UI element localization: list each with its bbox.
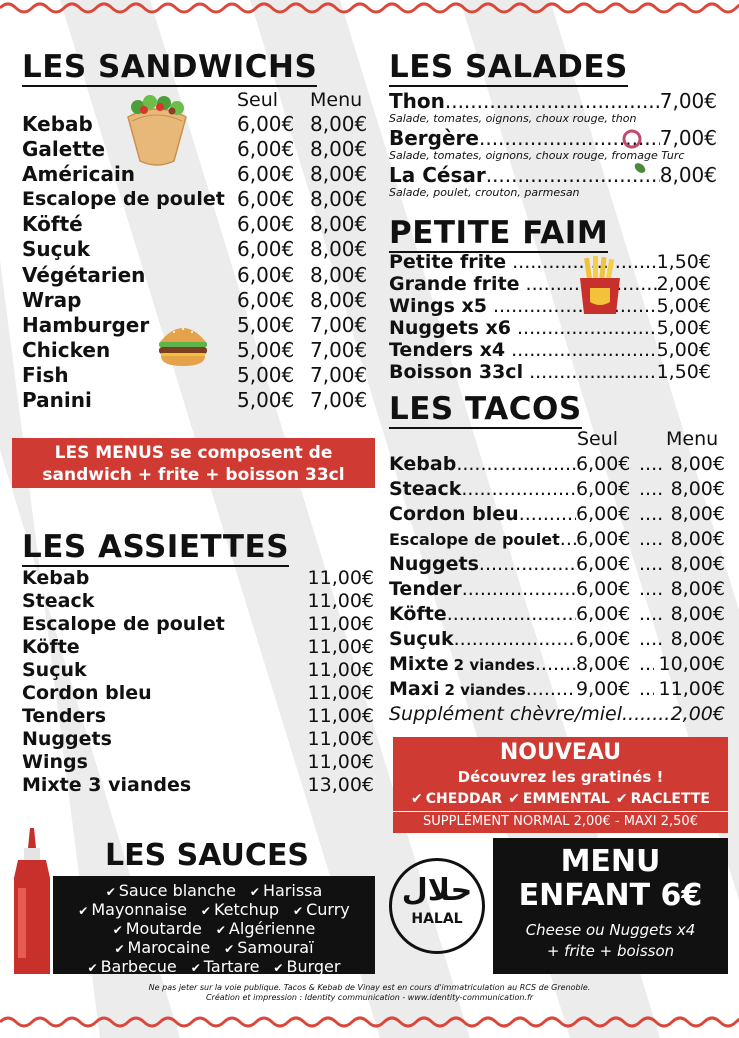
list-item bbox=[22, 659, 374, 682]
item-price-menu: 8,00€ bbox=[670, 453, 725, 475]
item-price-seul: 6,00€ bbox=[237, 262, 295, 287]
item-name: Bergère bbox=[389, 126, 479, 150]
check-icon: ✔ bbox=[78, 904, 89, 918]
item-name: Petite frite bbox=[389, 251, 507, 273]
check-icon: ✔ bbox=[200, 904, 211, 918]
footer bbox=[0, 983, 739, 1003]
item-price: 11,00€ bbox=[307, 567, 374, 589]
item-name: Végétarien bbox=[22, 262, 146, 287]
list-item bbox=[22, 705, 374, 728]
item-price-seul: 6,00€ bbox=[576, 503, 631, 525]
item-price-seul: 6,00€ bbox=[576, 528, 631, 550]
list-item bbox=[389, 361, 711, 383]
item-price-seul: 6,00€ bbox=[576, 553, 631, 575]
sauce-name: Marocaine bbox=[127, 938, 211, 957]
list-item bbox=[22, 288, 372, 313]
item-name: Maxi bbox=[389, 678, 440, 700]
assiettes-title: LES ASSIETTES bbox=[22, 529, 290, 565]
tacos-supplement bbox=[389, 703, 725, 725]
item-name: Cordon bleu bbox=[22, 682, 152, 704]
item-extra: 2 viandes bbox=[444, 681, 526, 699]
item-price-seul: 6,00€ bbox=[576, 453, 631, 475]
list-item bbox=[389, 452, 725, 477]
item-extra: 2 viandes bbox=[453, 656, 535, 674]
menu-enfant-desc2: + frite + boisson bbox=[546, 942, 675, 960]
item-price-menu: 7,00€ bbox=[310, 388, 368, 413]
item-price-menu: 8,00€ bbox=[670, 628, 725, 650]
sandwichs-col-seul: Seul bbox=[237, 89, 279, 111]
item-price-menu: 11,00€ bbox=[658, 678, 725, 700]
nouveau-box bbox=[393, 737, 728, 833]
item-name: Cordon bleu bbox=[389, 503, 519, 525]
item-name: Tenders bbox=[22, 705, 107, 727]
item-price-menu: 7,00€ bbox=[310, 362, 368, 387]
item-price-menu: 8,00€ bbox=[670, 553, 725, 575]
item-name: Suçuk bbox=[389, 628, 454, 650]
item-price-seul: 6,00€ bbox=[237, 137, 295, 162]
item-price-menu: 10,00€ bbox=[658, 653, 725, 675]
item-price-seul: 6,00€ bbox=[237, 287, 295, 312]
list-item bbox=[389, 652, 725, 677]
list-item bbox=[389, 317, 711, 339]
item-price-menu: 8,00€ bbox=[310, 287, 368, 312]
item-name: Escalope de poulet bbox=[22, 613, 225, 635]
item-price: 11,00€ bbox=[307, 728, 374, 750]
sauce-name: Algérienne bbox=[228, 919, 316, 938]
check-icon: ✔ bbox=[411, 791, 423, 807]
item-price-seul: 6,00€ bbox=[576, 578, 631, 600]
nouveau-subtitle: Découvrez les gratinés ! bbox=[457, 768, 664, 786]
list-item bbox=[389, 677, 725, 702]
menu-enfant-line2: ENFANT 6€ bbox=[518, 878, 703, 913]
check-icon: ✔ bbox=[508, 791, 520, 807]
item-name: Steack bbox=[389, 478, 462, 500]
item-price: 5,00€ bbox=[656, 295, 711, 317]
nouveau-option: EMMENTAL bbox=[522, 791, 610, 807]
item-price: 7,00€ bbox=[659, 89, 717, 113]
salades-title: LES SALADES bbox=[389, 49, 628, 85]
item-name: Nuggets bbox=[22, 728, 112, 750]
list-item bbox=[389, 126, 717, 150]
olive-icon bbox=[620, 128, 650, 176]
list-item bbox=[389, 602, 725, 627]
item-price-seul: 5,00€ bbox=[237, 362, 295, 387]
item-name: Américain bbox=[22, 162, 136, 187]
item-price-menu: 8,00€ bbox=[670, 603, 725, 625]
item-name: Tender bbox=[389, 578, 462, 600]
menu-enfant-line1: MENU bbox=[560, 844, 661, 879]
item-description: Salade, poulet, crouton, parmesan bbox=[389, 186, 580, 199]
list-item bbox=[22, 590, 374, 613]
sauce-name: Barbecue bbox=[100, 957, 177, 976]
item-price: 1,50€ bbox=[656, 251, 711, 273]
list-item bbox=[22, 636, 374, 659]
item-name: Chicken bbox=[22, 337, 111, 362]
item-price-menu: 8,00€ bbox=[670, 528, 725, 550]
item-price-seul: 6,00€ bbox=[576, 603, 631, 625]
list-item bbox=[389, 89, 717, 113]
sauce-name: Sauce blanche bbox=[118, 881, 236, 900]
item-price: 11,00€ bbox=[307, 659, 374, 681]
menus-banner-line1: LES MENUS se composent de bbox=[54, 443, 333, 463]
list-item bbox=[22, 567, 374, 590]
item-price: 8,00€ bbox=[659, 163, 717, 187]
list-item bbox=[22, 613, 374, 636]
list-item bbox=[389, 477, 725, 502]
item-price-menu: 8,00€ bbox=[670, 478, 725, 500]
item-name: Boisson 33cl bbox=[389, 361, 524, 383]
sauces-row bbox=[53, 882, 375, 901]
sauces-row bbox=[53, 901, 375, 920]
item-price-seul: 8,00€ bbox=[576, 653, 631, 675]
list-item bbox=[22, 263, 372, 288]
sauces-row bbox=[53, 920, 375, 939]
halal-arabic: حلال bbox=[401, 873, 473, 908]
item-price: 11,00€ bbox=[307, 590, 374, 612]
sandwichs-col-menu: Menu bbox=[310, 89, 363, 111]
item-name: Escalope de poulet bbox=[22, 188, 225, 211]
item-name: Suçuk bbox=[22, 659, 87, 681]
sauces-title: LES SAUCES bbox=[105, 838, 310, 873]
burger-icon bbox=[156, 320, 210, 370]
footer-line2: Création et impression : Identity communication - www.identity-communication.fr bbox=[205, 993, 534, 1002]
list-item bbox=[22, 774, 374, 797]
halal-badge bbox=[389, 858, 485, 954]
item-name: Galette bbox=[22, 137, 106, 162]
item-name: Mixte 3 viandes bbox=[22, 774, 192, 796]
sauce-name: Ketchup bbox=[213, 900, 280, 919]
check-icon: ✔ bbox=[105, 885, 116, 899]
menus-banner bbox=[12, 438, 375, 488]
item-price-seul: 6,00€ bbox=[576, 628, 631, 650]
item-price-menu: 8,00€ bbox=[310, 262, 368, 287]
item-price-seul: 5,00€ bbox=[237, 388, 295, 413]
fries-icon bbox=[577, 256, 623, 316]
item-name: Thon bbox=[389, 89, 445, 113]
item-price-menu: 8,00€ bbox=[310, 137, 368, 162]
footer-line1: Ne pas jeter sur la voie publique. Tacos & Kebab de Vinay est en cours d'immatriculation au RCS de Grenoble. bbox=[148, 983, 591, 992]
item-name: La César bbox=[389, 163, 486, 187]
sauce-bottle-icon bbox=[12, 828, 52, 974]
item-name: Steack bbox=[22, 590, 95, 612]
item-price-seul: 6,00€ bbox=[237, 112, 295, 136]
tacos-supplement-price: 2,00€ bbox=[670, 703, 725, 725]
item-price: 11,00€ bbox=[307, 636, 374, 658]
item-name: Nuggets x6 bbox=[389, 317, 511, 339]
list-item bbox=[389, 527, 725, 552]
item-name: Hamburger bbox=[22, 312, 150, 337]
item-name: Köfte bbox=[22, 636, 80, 658]
item-description: Salade, tomates, oignons, choux rouge, thon bbox=[389, 112, 637, 125]
item-price-menu: 8,00€ bbox=[310, 162, 368, 187]
sauce-name: Samouraï bbox=[237, 938, 314, 957]
item-price-seul: 9,00€ bbox=[576, 678, 631, 700]
item-name: Wings bbox=[22, 751, 88, 773]
item-name: Köfte bbox=[389, 603, 447, 625]
item-price-seul: 6,00€ bbox=[237, 187, 295, 212]
item-price: 5,00€ bbox=[656, 339, 711, 361]
check-icon: ✔ bbox=[114, 942, 125, 956]
petite-faim-items bbox=[389, 251, 711, 383]
item-price: 11,00€ bbox=[307, 682, 374, 704]
sauce-name: Mayonnaise bbox=[91, 900, 187, 919]
item-price-menu: 8,00€ bbox=[670, 503, 725, 525]
list-item bbox=[22, 682, 374, 705]
item-price-seul: 5,00€ bbox=[237, 312, 295, 337]
item-price: 1,50€ bbox=[656, 361, 711, 383]
item-name: Kebab bbox=[22, 567, 90, 589]
item-name: Tenders x4 bbox=[389, 339, 506, 361]
nouveau-option: RACLETTE bbox=[630, 791, 710, 807]
tacos-items bbox=[389, 452, 725, 702]
item-price: 5,00€ bbox=[656, 317, 711, 339]
item-price: 11,00€ bbox=[307, 613, 374, 635]
list-item bbox=[22, 137, 372, 162]
check-icon: ✔ bbox=[112, 923, 123, 937]
list-item bbox=[22, 112, 372, 137]
item-price-menu: 8,00€ bbox=[670, 578, 725, 600]
tacos-col-menu: Menu bbox=[666, 428, 719, 450]
item-name: Grande frite bbox=[389, 273, 520, 295]
sauces-row bbox=[53, 939, 375, 958]
tacos-title: LES TACOS bbox=[389, 391, 582, 427]
item-price-seul: 6,00€ bbox=[237, 212, 295, 237]
item-price: 2,00€ bbox=[656, 273, 711, 295]
list-item bbox=[22, 751, 374, 774]
check-icon: ✔ bbox=[190, 961, 201, 975]
check-icon: ✔ bbox=[615, 791, 628, 807]
item-price-seul: 6,00€ bbox=[237, 237, 295, 262]
item-name: Wrap bbox=[22, 287, 82, 312]
sauce-name: Curry bbox=[306, 900, 350, 919]
item-description: Salade, tomates, oignons, choux rouge, fromage Turc bbox=[389, 149, 685, 162]
list-item bbox=[389, 163, 717, 187]
menus-banner-line2: sandwich + frite + boisson 33cl bbox=[42, 465, 345, 485]
list-item bbox=[389, 552, 725, 577]
nouveau-options bbox=[393, 787, 728, 811]
list-item bbox=[22, 212, 372, 237]
check-icon: ✔ bbox=[249, 885, 260, 899]
petite-faim-title: PETITE FAIM bbox=[389, 215, 609, 251]
item-price: 11,00€ bbox=[307, 751, 374, 773]
list-item bbox=[389, 339, 711, 361]
kebab-icon bbox=[122, 95, 192, 167]
list-item bbox=[22, 162, 372, 187]
check-icon: ✔ bbox=[87, 961, 98, 975]
sauce-name: Moutarde bbox=[125, 919, 202, 938]
sauces-box bbox=[53, 876, 375, 974]
check-icon: ✔ bbox=[273, 961, 284, 975]
list-item bbox=[389, 273, 711, 295]
assiettes-items bbox=[22, 567, 374, 797]
item-price-menu: 8,00€ bbox=[310, 187, 368, 212]
item-price-seul: 6,00€ bbox=[576, 478, 631, 500]
sauce-name: Harissa bbox=[262, 881, 323, 900]
item-name: Mixte bbox=[389, 653, 449, 675]
list-item bbox=[22, 237, 372, 262]
item-price-seul: 6,00€ bbox=[237, 162, 295, 187]
item-price-menu: 8,00€ bbox=[310, 212, 368, 237]
sauces-row bbox=[53, 958, 375, 977]
item-price-menu: 8,00€ bbox=[310, 237, 368, 262]
list-item bbox=[389, 251, 711, 273]
menu-enfant-desc1: Cheese ou Nuggets x4 bbox=[525, 921, 696, 939]
item-name: Kebab bbox=[389, 453, 457, 475]
item-name: Wings x5 bbox=[389, 295, 487, 317]
item-name: Panini bbox=[22, 388, 92, 413]
list-item bbox=[389, 627, 725, 652]
nouveau-option: CHEDDAR bbox=[425, 791, 503, 807]
salades-items bbox=[389, 89, 717, 200]
item-name: Kebab bbox=[22, 112, 93, 136]
sauce-name: Burger bbox=[286, 957, 341, 976]
list-item bbox=[389, 577, 725, 602]
item-price-seul: 5,00€ bbox=[237, 337, 295, 362]
item-name: Köfté bbox=[22, 212, 83, 237]
check-icon: ✔ bbox=[215, 923, 226, 937]
item-name: Suçuk bbox=[22, 237, 91, 262]
item-price: 11,00€ bbox=[307, 705, 374, 727]
item-price: 7,00€ bbox=[659, 126, 717, 150]
nouveau-supplement: SUPPLÉMENT NORMAL 2,00€ - MAXI 2,50€ bbox=[393, 811, 728, 832]
list-item bbox=[389, 502, 725, 527]
sandwichs-title: LES SANDWICHS bbox=[22, 49, 318, 85]
menu-enfant-box bbox=[493, 838, 728, 974]
tacos-supplement-label: Supplément chèvre/miel bbox=[389, 703, 623, 725]
list-item bbox=[22, 388, 372, 413]
list-item bbox=[22, 728, 374, 751]
item-name: Fish bbox=[22, 362, 69, 387]
sauce-name: Tartare bbox=[203, 957, 260, 976]
item-price-menu: 8,00€ bbox=[310, 112, 368, 136]
item-name: Escalope de poulet bbox=[389, 530, 560, 549]
item-price-menu: 7,00€ bbox=[310, 312, 368, 337]
tacos-col-seul: Seul bbox=[577, 428, 619, 450]
item-price-menu: 7,00€ bbox=[310, 337, 368, 362]
halal-label: HALAL bbox=[411, 911, 463, 927]
list-item bbox=[389, 295, 711, 317]
list-item bbox=[22, 187, 372, 212]
check-icon: ✔ bbox=[224, 942, 235, 956]
item-name: Nuggets bbox=[389, 553, 479, 575]
check-icon: ✔ bbox=[293, 904, 304, 918]
item-price: 13,00€ bbox=[307, 774, 374, 796]
nouveau-title: NOUVEAU bbox=[499, 740, 622, 765]
